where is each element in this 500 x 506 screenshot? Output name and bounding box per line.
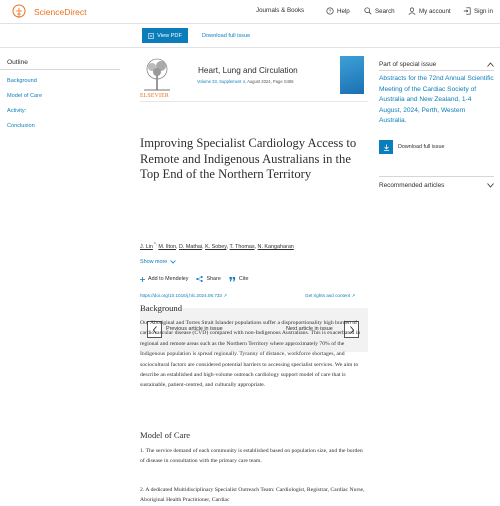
nav-label: Help (337, 7, 350, 15)
publisher-name: ELSEVIER (140, 93, 169, 99)
chevron-down-icon (487, 183, 494, 188)
recommended-label: Recommended articles (379, 182, 445, 189)
nav-search[interactable] (364, 7, 395, 15)
nav-journals-books[interactable] (256, 7, 304, 14)
quote-icon (229, 276, 236, 282)
plus-icon (140, 277, 145, 282)
view-pdf-button[interactable] (142, 28, 188, 43)
add-to-mendeley-button[interactable] (140, 276, 188, 282)
doi-link[interactable]: https://doi.org/10.1016/j.hlc.2024.06.733 ↗ (140, 293, 228, 298)
sidebar-download-full-issue[interactable] (379, 140, 444, 154)
author-link[interactable]: M. Ilton (158, 243, 176, 250)
journal-volume (197, 79, 294, 84)
issue-date-pages: , August 2024, Page S465 (244, 79, 294, 84)
nav-sign-in[interactable] (463, 7, 493, 15)
pdf-icon (148, 33, 154, 39)
article-main (140, 56, 368, 504)
download-icon (379, 140, 393, 154)
account-icon (408, 7, 416, 15)
author-link[interactable]: N. Kangaharan (257, 243, 294, 250)
elsevier-tree-icon (8, 4, 30, 20)
outline-panel (0, 56, 120, 134)
volume-link[interactable]: Volume 33, Supplement 4 (197, 79, 245, 84)
chevron-up-icon[interactable] (487, 62, 494, 67)
nav-label: My account (419, 7, 451, 15)
author-markers: ⁸, (152, 241, 157, 246)
download-full-issue-link[interactable]: Download full issue (202, 33, 251, 39)
nav-label: Sign in (474, 7, 493, 15)
nav-label: Journals & Books (256, 7, 305, 14)
show-more-button[interactable] (140, 259, 176, 265)
sciencedirect-logo[interactable] (8, 4, 86, 20)
next-article-label[interactable]: Next article in issue (286, 326, 333, 332)
author-link[interactable]: J. Lin (140, 243, 153, 250)
action-bar (0, 24, 500, 48)
top-navigation (0, 0, 500, 24)
mendeley-label: Add to Mendeley (148, 276, 189, 282)
recommended-articles-toggle[interactable] (379, 182, 494, 189)
part-of-label: Part of special issue (379, 60, 437, 68)
chevron-down-icon (170, 260, 176, 264)
help-icon (326, 7, 334, 15)
nav-label: Search (375, 7, 395, 15)
article-title: Improving Specialist Cardiology Access to Remote and Indigenous Australians in the Top End of the Northern Territory (140, 136, 357, 182)
model-paragraph-2: 2. A dedicated Multidisciplinary Specialist Outreach Team: Cardiologist, Registrar, Cardiac Nurse, Aboriginal Health Practitioner, Cardiac (140, 487, 365, 504)
share-label: Share (206, 276, 221, 282)
outline-title: Outline (0, 56, 120, 70)
outline-item-activity[interactable]: Activity: (7, 108, 27, 114)
svg-text:?: ? (328, 9, 332, 15)
section-heading-background: Background (140, 303, 183, 313)
journal-title[interactable]: Heart, Lung and Circulation (198, 66, 298, 75)
model-paragraph-1: 1. The service demand of each community is established based on population size, and the burden of disease in consultation with the primary care team. (140, 448, 363, 465)
author-link[interactable]: D. Mathai (179, 243, 203, 250)
background-paragraph: Our Aboriginal and Torres Strait Islander populations suffer a disproportionality high burden of cardiovascular disease (CVD) compared with non-Indigenous Australians. This is exacerbated in regional and remote areas such as the Northern Territory where approximately 70% of the Indigenous population is spread regionally. Tyranny of distance, workforce shortages, and sociocultural factors are considered potential barriers to accessing specialist services. We aim to describe an established and high-volume outreach cardiology support model of care that is sustainable, patient-centred, and culturally appropriate. (140, 320, 361, 389)
view-pdf-label: View PDF (157, 32, 182, 39)
nav-my-account[interactable] (408, 7, 451, 15)
author-link[interactable]: T. Thomas (229, 243, 255, 250)
special-issue-link[interactable]: Abstracts for the 72nd Annual Scientific Meeting of the Cardiac Society of Australia and New Zealand, 1-4 August, 2024, Perth, Western Australia. (379, 75, 494, 124)
part-of-special-issue-heading (379, 56, 494, 70)
previous-article-label[interactable]: Previous article in issue (166, 326, 223, 332)
right-sidebar (379, 56, 494, 189)
show-more-label: Show more (140, 259, 168, 265)
rights-link[interactable]: Get rights and content ↗ (305, 293, 356, 298)
divider (379, 70, 494, 71)
outline-item-background[interactable]: Background (7, 78, 37, 84)
brand-name: ScienceDirect (34, 7, 87, 17)
cite-button[interactable] (229, 276, 249, 282)
download-full-issue-label: Download full issue (398, 144, 445, 150)
outline-item-model-of-care[interactable]: Model of Care (7, 93, 43, 99)
section-heading-model-of-care: Model of Care (140, 430, 191, 440)
author-list: J. Lin $^{^8,}$ M. Ilton, D. Mathai, K. Sobey, T. Thomas, N. Kangaharan (140, 241, 294, 250)
cite-label: Cite (238, 276, 249, 282)
author-link[interactable]: K. Sobey (205, 243, 227, 250)
journal-header (140, 56, 368, 102)
search-icon (364, 7, 372, 15)
share-button[interactable] (196, 276, 220, 282)
sign-in-icon (463, 7, 471, 15)
article-tools (140, 276, 248, 282)
share-icon (196, 276, 203, 282)
outline-item-conclusion[interactable]: Conclusion (7, 123, 35, 129)
divider (379, 176, 494, 177)
journal-cover-image[interactable] (340, 56, 364, 94)
nav-help[interactable] (326, 7, 350, 15)
